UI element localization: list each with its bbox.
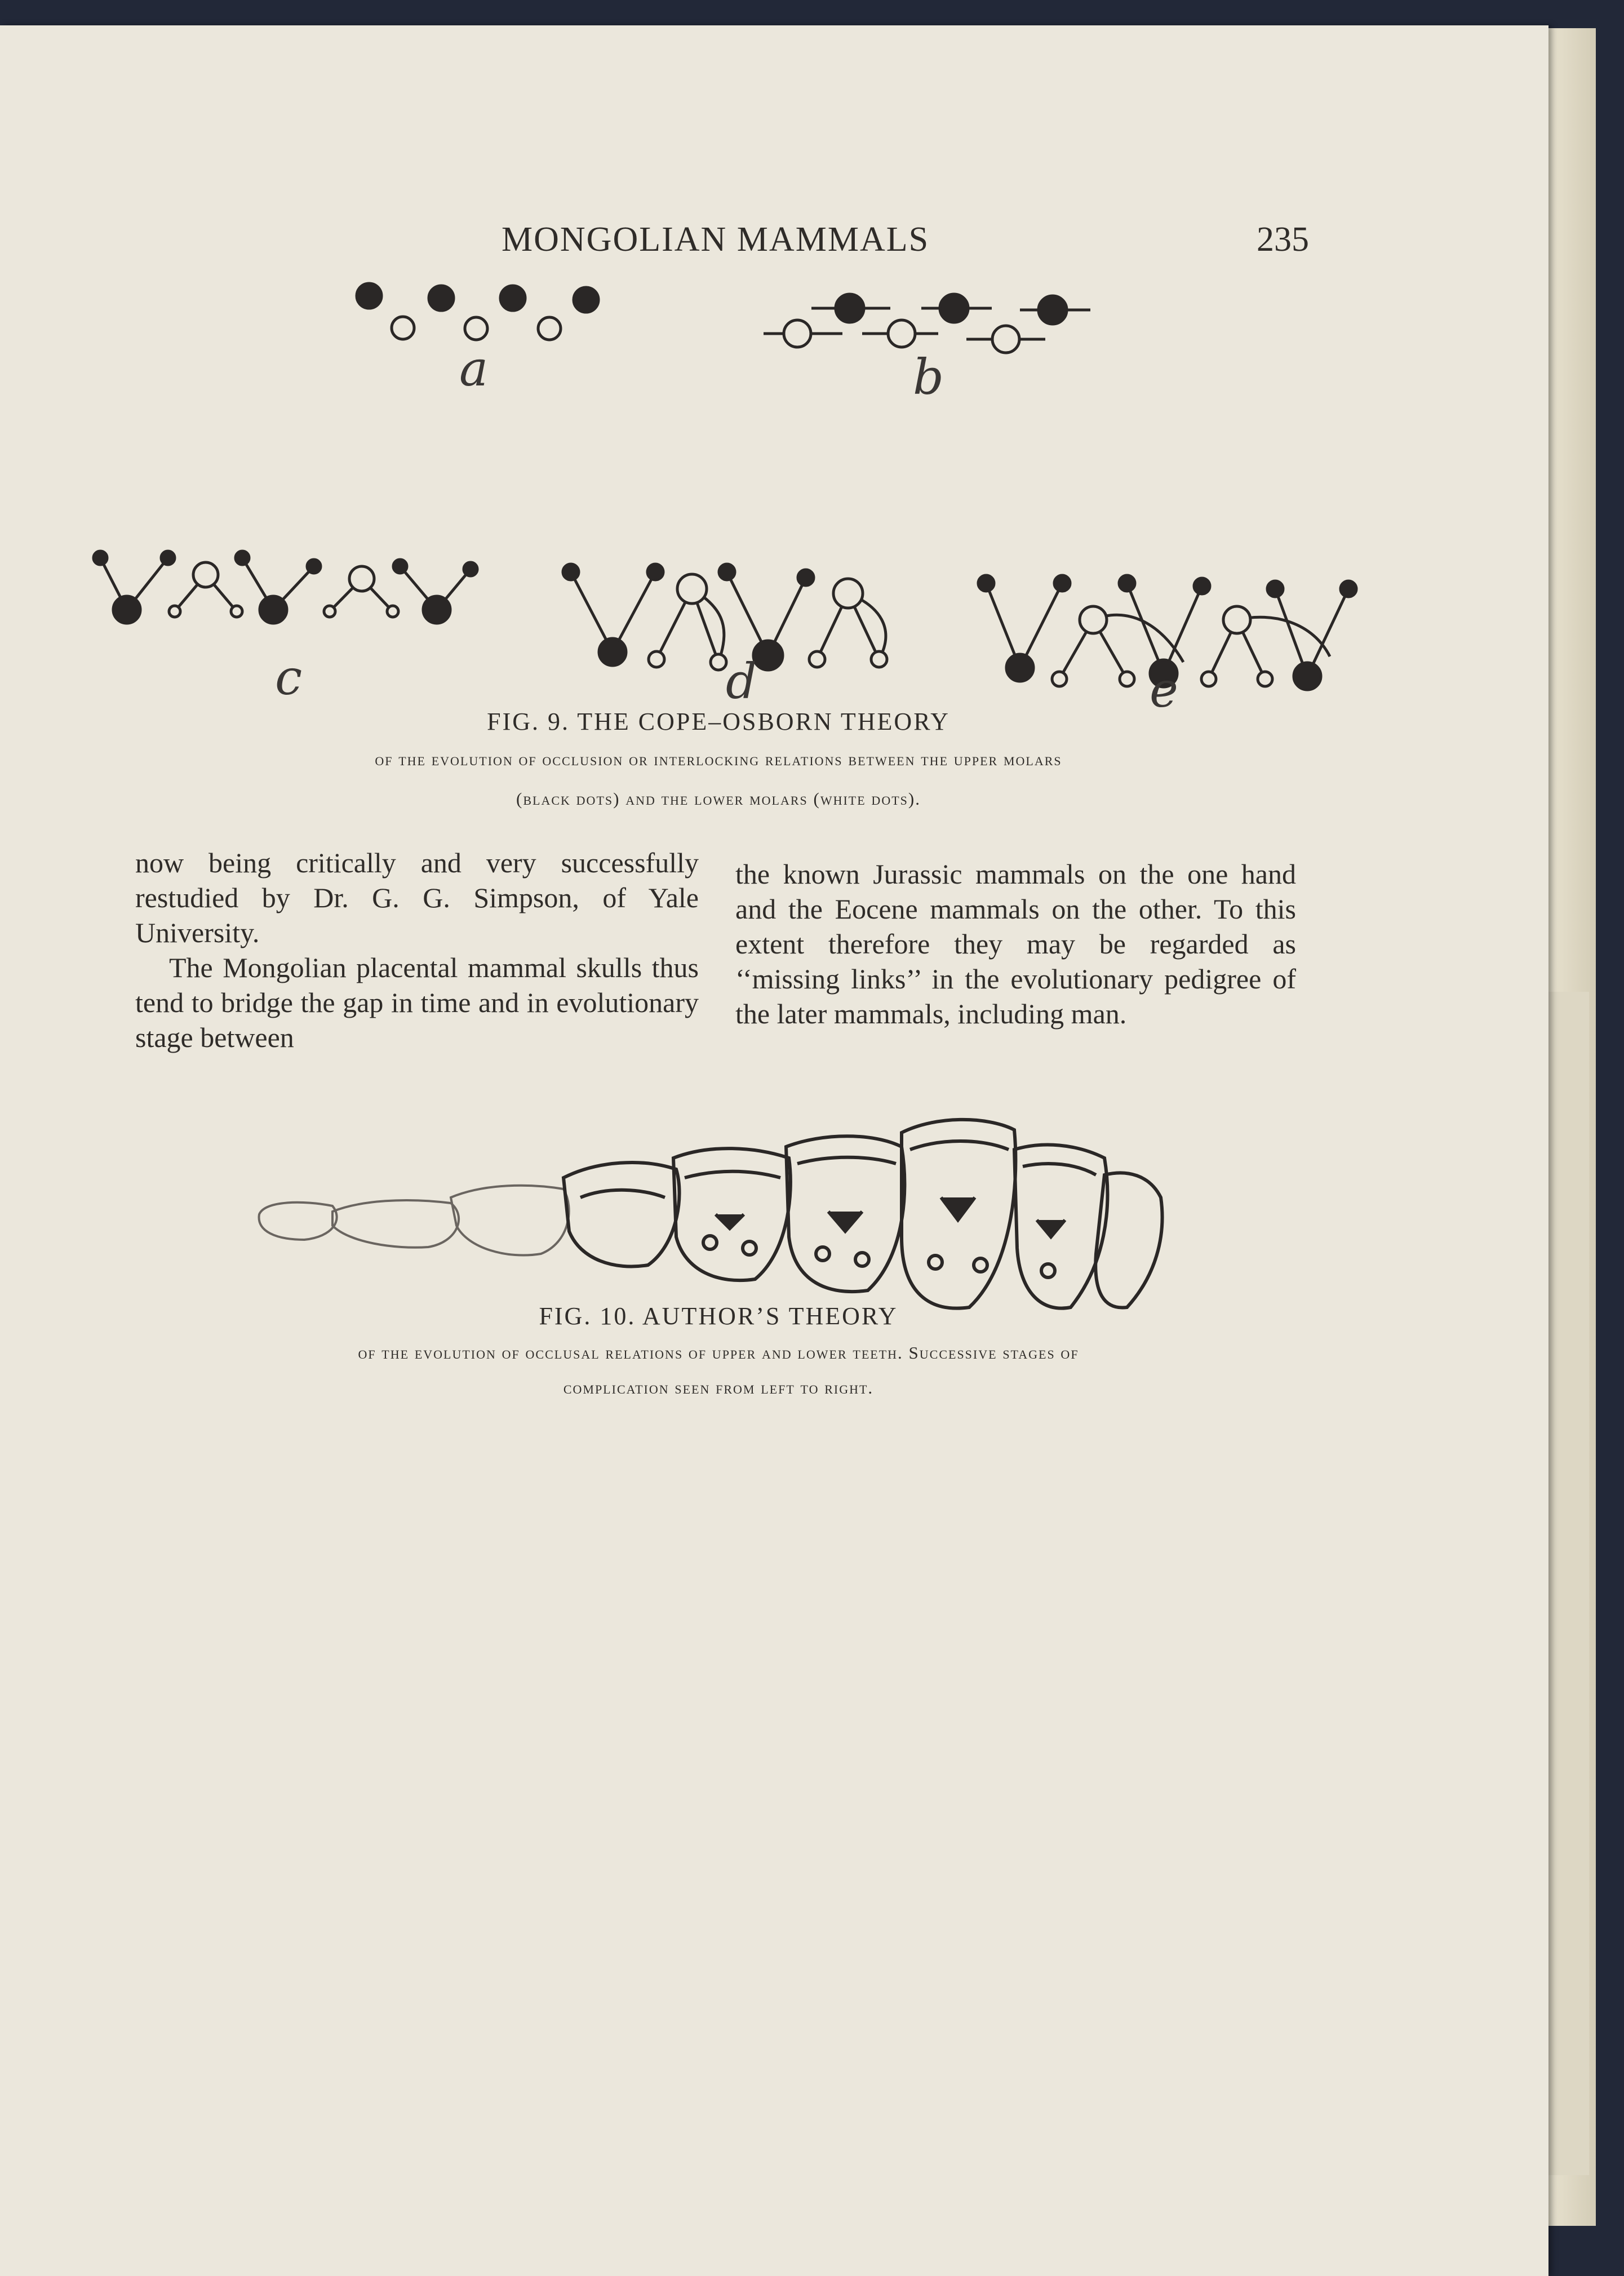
figure-9a-label: a [459, 341, 489, 397]
left-column-paragraph-1: now being critically and very successfully restudied by Dr. G. G. Simpson, of Yale University. [135, 847, 699, 948]
running-title: MONGOLIAN MAMMALS [502, 220, 930, 259]
figure-9e-label: e [1150, 662, 1178, 718]
figure-10-caption-line-2: complication seen from left to right. [563, 1378, 874, 1397]
right-column-paragraph-1: the known Jurassic mammals on the one hand and the Eocene mammals on the other. To this extent therefore they may be regarded as ‘‘missing links’’ in the evolutionary pedigree of the later mammals, including man. [735, 858, 1296, 1030]
figure-10-drawing [0, 25, 1548, 1378]
figure-9d-label: d [726, 654, 757, 710]
left-column-paragraph-2: The Mongolian placental mammal skulls thus tend to bridge the gap in time and in evolutionary stage between [135, 952, 699, 1053]
figure-9c-label: c [275, 650, 303, 706]
figure-9-title: FIG. 9. THE COPE–OSBORN THEORY [487, 708, 950, 735]
figure-10-caption [113, 1336, 1324, 1405]
page-number: 235 [1257, 220, 1309, 259]
book-page [0, 25, 1548, 2276]
page-edge-inner [1544, 992, 1589, 2175]
figure-10-caption-line-1: of the evolution of occlusal relations of upper and lower teeth. Successive stages of [358, 1343, 1079, 1363]
figure-10-title: FIG. 10. AUTHOR’S THEORY [539, 1302, 898, 1330]
figure-9-caption-line-2: (black dots) and the lower molars (white dots). [516, 789, 921, 809]
figure-9b-label: b [913, 349, 944, 406]
figure-9-caption-line-1: of the evolution of occlusion or interlocking relations between the upper molars [375, 749, 1062, 769]
